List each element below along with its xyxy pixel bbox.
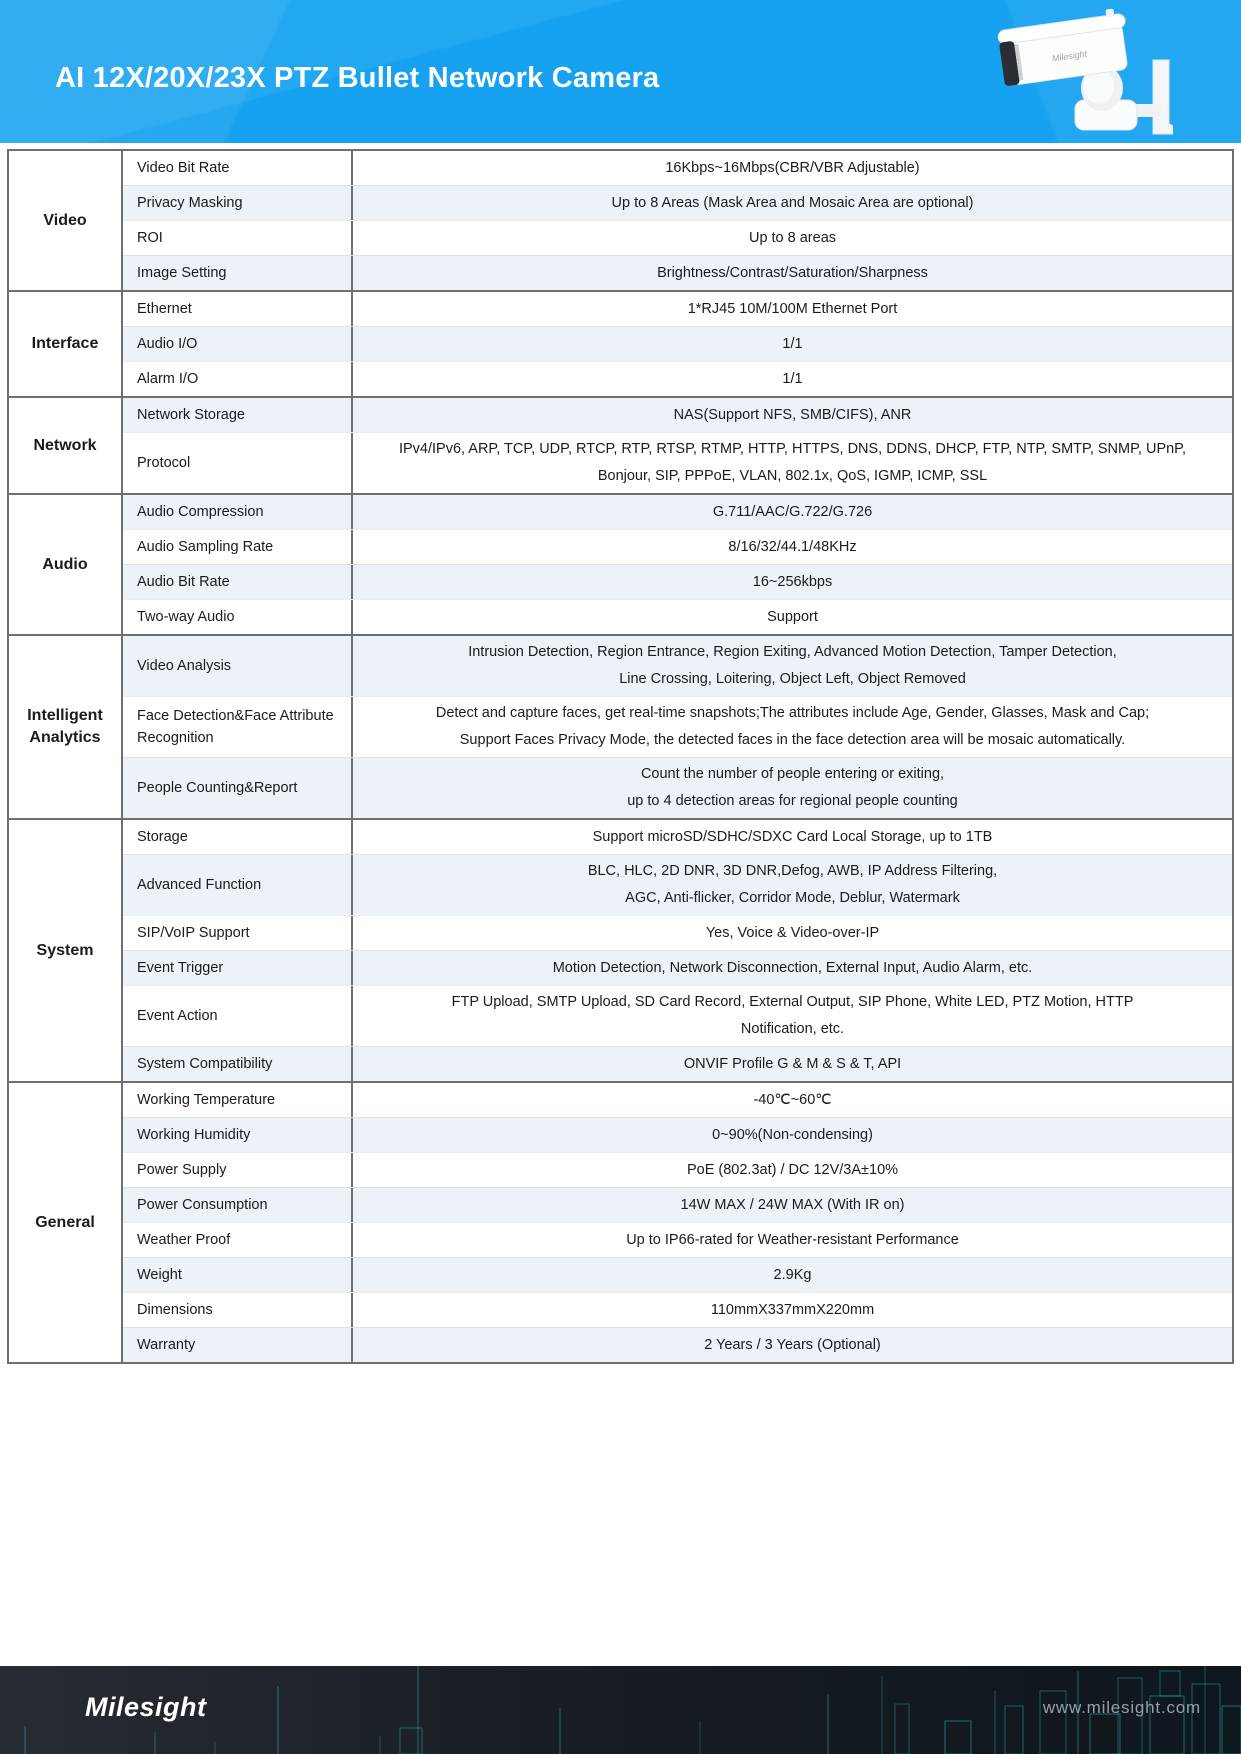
spec-value-line: Brightness/Contrast/Saturation/Sharpness [657,264,928,281]
spec-label: Two-way Audio [123,600,353,634]
category-cell: Video [9,151,123,290]
spec-value [353,398,1232,432]
spec-label: Audio I/O [123,327,353,361]
spec-value-line: Yes, Voice & Video-over-IP [705,924,880,941]
spec-value-line: 1*RJ45 10M/100M Ethernet Port [687,300,898,317]
spec-label: Power Supply [123,1153,353,1187]
spec-row [123,432,1232,493]
spec-label: Event Trigger [123,951,353,985]
spec-row [123,292,1232,326]
spec-label: Weight [123,1258,353,1292]
spec-value [353,1223,1232,1257]
spec-label: SIP/VoIP Support [123,916,353,950]
spec-row [123,915,1232,950]
spec-value-line: 16~256kbps [752,573,833,590]
page-title: AI 12X/20X/23X PTZ Bullet Network Camera [55,62,660,94]
spec-value-line: 2 Years / 3 Years (Optional) [704,1336,881,1353]
spec-value [353,697,1232,757]
category-cell: Audio [9,495,123,634]
spec-value [353,151,1232,185]
spec-label: Video Bit Rate [123,151,353,185]
section-general [9,1081,1232,1362]
spec-value-line: Up to IP66-rated for Weather-resistant Performance [626,1231,959,1248]
spec-label: Working Humidity [123,1118,353,1152]
spec-row [123,185,1232,220]
spec-table [7,149,1234,1364]
spec-value [353,433,1232,493]
ptz-bullet-camera-image [983,8,1173,140]
spec-value-line: NAS(Support NFS, SMB/CIFS), ANR [673,406,912,423]
spec-value-line: Count the number of people entering or exiting, [640,766,945,783]
spec-value [353,1083,1232,1117]
spec-label: Network Storage [123,398,353,432]
spec-label: Power Consumption [123,1188,353,1222]
spec-value-line: Up to 8 Areas (Mask Area and Mosaic Area are optional) [611,194,974,211]
spec-label: Privacy Masking [123,186,353,220]
spec-row [123,1117,1232,1152]
category-cell: Intelligent Analytics [9,636,123,818]
spec-row [123,636,1232,696]
spec-value [353,1258,1232,1292]
spec-value-line: Detect and capture faces, get real-time snapshots;The attributes include Age, Gender, Glasses, Mask and Cap; [435,705,1150,722]
section-intelligent-analytics [9,634,1232,818]
spec-label: Image Setting [123,256,353,290]
category-cell: Interface [9,292,123,396]
spec-label: Audio Bit Rate [123,565,353,599]
spec-label: Working Temperature [123,1083,353,1117]
section-audio [9,493,1232,634]
spec-value-line: AGC, Anti-flicker, Corridor Mode, Deblur, Watermark [625,890,960,907]
spec-value-line: ONVIF Profile G & M & S & T, API [683,1055,902,1072]
footer-bar [0,1666,1241,1754]
section-network [9,396,1232,493]
spec-row [123,398,1232,432]
spec-row [123,950,1232,985]
spec-label: Event Action [123,986,353,1046]
spec-value-line: Motion Detection, Network Disconnection, External Input, Audio Alarm, etc. [552,959,1033,976]
spec-row [123,1152,1232,1187]
spec-value [353,1153,1232,1187]
spec-label: Dimensions [123,1293,353,1327]
section-interface [9,290,1232,396]
spec-value [353,916,1232,950]
spec-value-line: 14W MAX / 24W MAX (With IR on) [680,1196,905,1213]
spec-row [123,1222,1232,1257]
spec-value [353,951,1232,985]
spec-value [353,758,1232,818]
spec-row [123,599,1232,634]
spec-value-line: FTP Upload, SMTP Upload, SD Card Record, External Output, SIP Phone, White LED, PTZ Motion, HTTP [451,994,1134,1011]
spec-label: System Compatibility [123,1047,353,1081]
spec-value-line: 1/1 [782,370,803,387]
spec-row [123,1046,1232,1081]
spec-row [123,326,1232,361]
spec-value [353,1047,1232,1081]
section-system [9,818,1232,1081]
spec-label: Audio Sampling Rate [123,530,353,564]
spec-value-line: Support Faces Privacy Mode, the detected faces in the face detection area will be mosaic automatically. [459,732,1126,749]
spec-row [123,564,1232,599]
spec-row [123,255,1232,290]
spec-value [353,1188,1232,1222]
spec-value-line: BLC, HLC, 2D DNR, 3D DNR,Defog, AWB, IP Address Filtering, [587,863,998,880]
spec-row [123,529,1232,564]
spec-value [353,327,1232,361]
website-url: www.milesight.com [1042,1698,1201,1717]
spec-value [353,221,1232,255]
spec-label: Video Analysis [123,636,353,696]
spec-value-line: Support microSD/SDHC/SDXC Card Local Storage, up to 1TB [592,828,993,845]
spec-value [353,362,1232,396]
spec-value [353,495,1232,529]
category-cell: General [9,1083,123,1362]
spec-row [123,361,1232,396]
spec-value-line: Notification, etc. [740,1021,845,1038]
spec-label: Protocol [123,433,353,493]
spec-row [123,757,1232,818]
spec-label: Weather Proof [123,1223,353,1257]
spec-value-line: Up to 8 areas [748,229,837,246]
spec-value-line: 110mmX337mmX220mm [710,1301,875,1318]
spec-value [353,530,1232,564]
spec-value-line: 1/1 [782,335,803,352]
camera-body-logo-text: Milesight [1051,48,1088,64]
spec-row [123,1187,1232,1222]
spec-value [353,256,1232,290]
spec-value [353,1293,1232,1327]
spec-row [123,820,1232,854]
spec-value-line: Support [767,608,818,625]
spec-value-line: -40℃~60℃ [753,1091,832,1108]
spec-value-line: 8/16/32/44.1/48KHz [728,538,857,555]
spec-value-line: up to 4 detection areas for regional people counting [627,793,958,810]
spec-row [123,1292,1232,1327]
spec-value [353,1328,1232,1362]
spec-row [123,854,1232,915]
milesight-logo: Milesight [85,1692,207,1722]
spec-value [353,292,1232,326]
spec-label: Storage [123,820,353,854]
spec-row [123,696,1232,757]
spec-value [353,855,1232,915]
spec-value [353,186,1232,220]
spec-value [353,820,1232,854]
header-banner [0,0,1241,143]
spec-row [123,151,1232,185]
spec-value [353,636,1232,696]
spec-value-line: G.711/AAC/G.722/G.726 [712,503,873,520]
spec-value-line: IPv4/IPv6, ARP, TCP, UDP, RTCP, RTP, RTSP, RTMP, HTTP, HTTPS, DNS, DDNS, DHCP, FTP, NTP, SMTP, SNMP, UPnP, [398,441,1187,458]
category-cell: System [9,820,123,1081]
spec-row [123,985,1232,1046]
section-video [9,151,1232,290]
spec-label: Warranty [123,1328,353,1362]
spec-row [123,1083,1232,1117]
spec-value [353,1118,1232,1152]
spec-label: ROI [123,221,353,255]
spec-value-line: Line Crossing, Loitering, Object Left, Object Removed [619,671,966,688]
spec-value-line: Bonjour, SIP, PPPoE, VLAN, 802.1x, QoS, IGMP, ICMP, SSL [597,468,988,485]
spec-label: People Counting&Report [123,758,353,818]
spec-value [353,600,1232,634]
spec-value-line: Intrusion Detection, Region Entrance, Region Exiting, Advanced Motion Detection, Tamper Detection, [468,644,1117,661]
spec-label: Alarm I/O [123,362,353,396]
spec-row [123,495,1232,529]
spec-label: Face Detection&Face Attribute Recognition [123,697,353,757]
spec-value [353,986,1232,1046]
spec-label: Ethernet [123,292,353,326]
spec-value-line: 2.9Kg [773,1266,812,1283]
spec-value-line: 0~90%(Non-condensing) [712,1126,873,1143]
spec-value-line: 16Kbps~16Mbps(CBR/VBR Adjustable) [665,159,920,176]
category-cell: Network [9,398,123,493]
spec-value [353,565,1232,599]
spec-label: Audio Compression [123,495,353,529]
spec-value-line: PoE (802.3at) / DC 12V/3A±10% [686,1161,899,1178]
spec-label: Advanced Function [123,855,353,915]
spec-row [123,1257,1232,1292]
spec-row [123,1327,1232,1362]
spec-row [123,220,1232,255]
